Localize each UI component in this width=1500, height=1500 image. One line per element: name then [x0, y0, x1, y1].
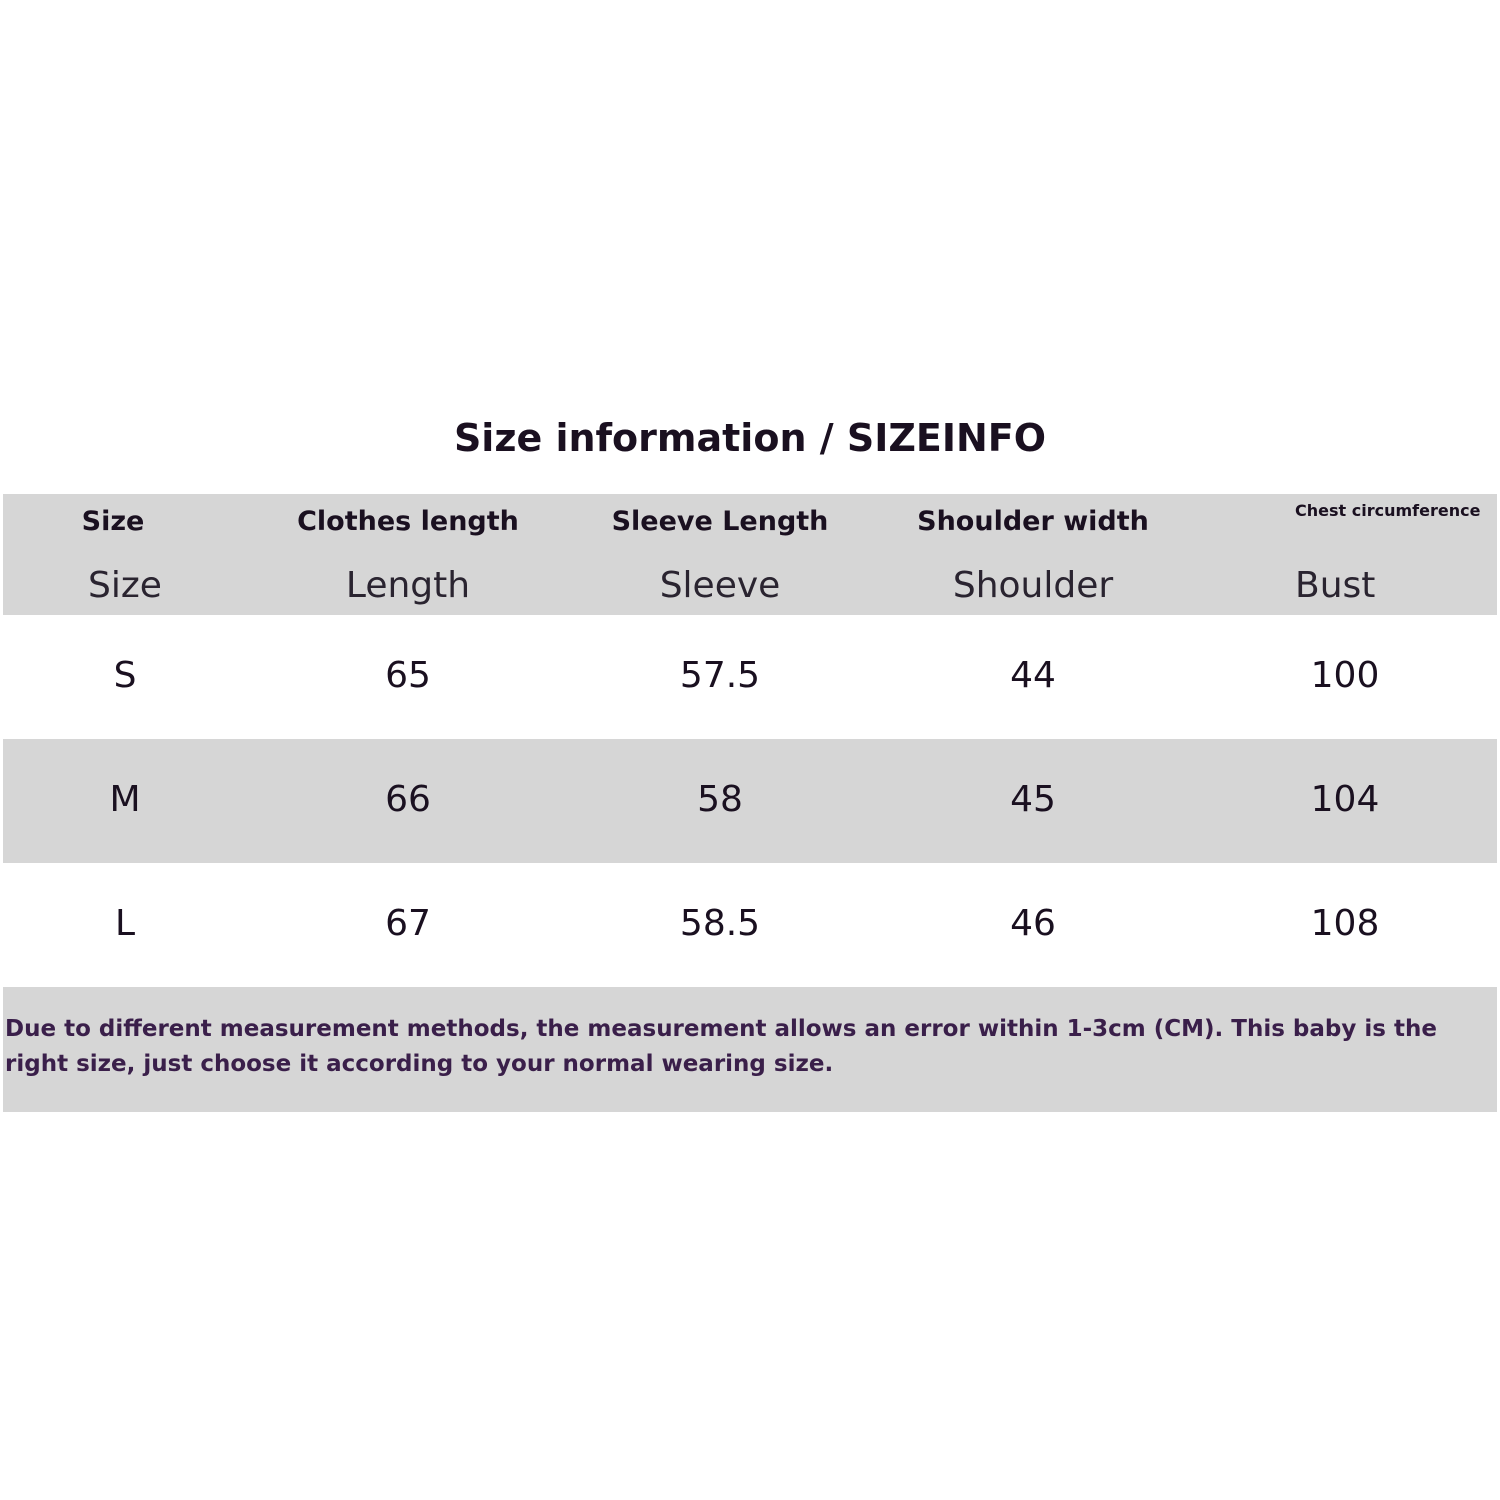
cell-sleeve: 58.5 [679, 903, 761, 944]
cell-bust: 108 [1310, 903, 1380, 944]
column-subheader-length: Length [345, 565, 471, 606]
cell-size: M [109, 779, 141, 820]
measurement-note: Due to different measurement methods, the measurement allows an error within 1-3cm (CM). This baby is the right size, just choose it according to your normal wearing size. [5, 1016, 1437, 1077]
cell-bust: 104 [1310, 779, 1380, 820]
cell-shoulder: 45 [1010, 779, 1056, 820]
cell-length: 67 [385, 903, 431, 944]
table-header-primary [3, 500, 1497, 544]
table-row [3, 770, 1497, 830]
column-subheader-sleeve: Sleeve [659, 565, 781, 606]
cell-shoulder: 46 [1010, 903, 1056, 944]
page-title: Size information / SIZEINFO [453, 416, 1047, 460]
cell-size: L [114, 903, 136, 944]
cell-length: 66 [385, 779, 431, 820]
table-row [3, 646, 1497, 706]
cell-size: S [113, 655, 137, 696]
table-row [3, 894, 1497, 954]
table-header-secondary [3, 560, 1497, 612]
cell-shoulder: 44 [1010, 655, 1056, 696]
cell-sleeve: 58 [697, 779, 743, 820]
cell-bust: 100 [1310, 655, 1380, 696]
column-header-clothes-length: Clothes length [297, 506, 519, 537]
column-header-size: Size [81, 506, 145, 537]
column-subheader-bust: Bust [1295, 565, 1376, 606]
column-subheader-shoulder: Shoulder [952, 565, 1114, 606]
column-header-chest-circumference: Chest circumference [1295, 501, 1481, 520]
column-subheader-size: Size [88, 565, 162, 606]
column-header-sleeve-length: Sleeve Length [611, 506, 829, 537]
column-header-shoulder-width: Shoulder width [917, 506, 1149, 537]
cell-length: 65 [385, 655, 431, 696]
cell-sleeve: 57.5 [679, 655, 761, 696]
